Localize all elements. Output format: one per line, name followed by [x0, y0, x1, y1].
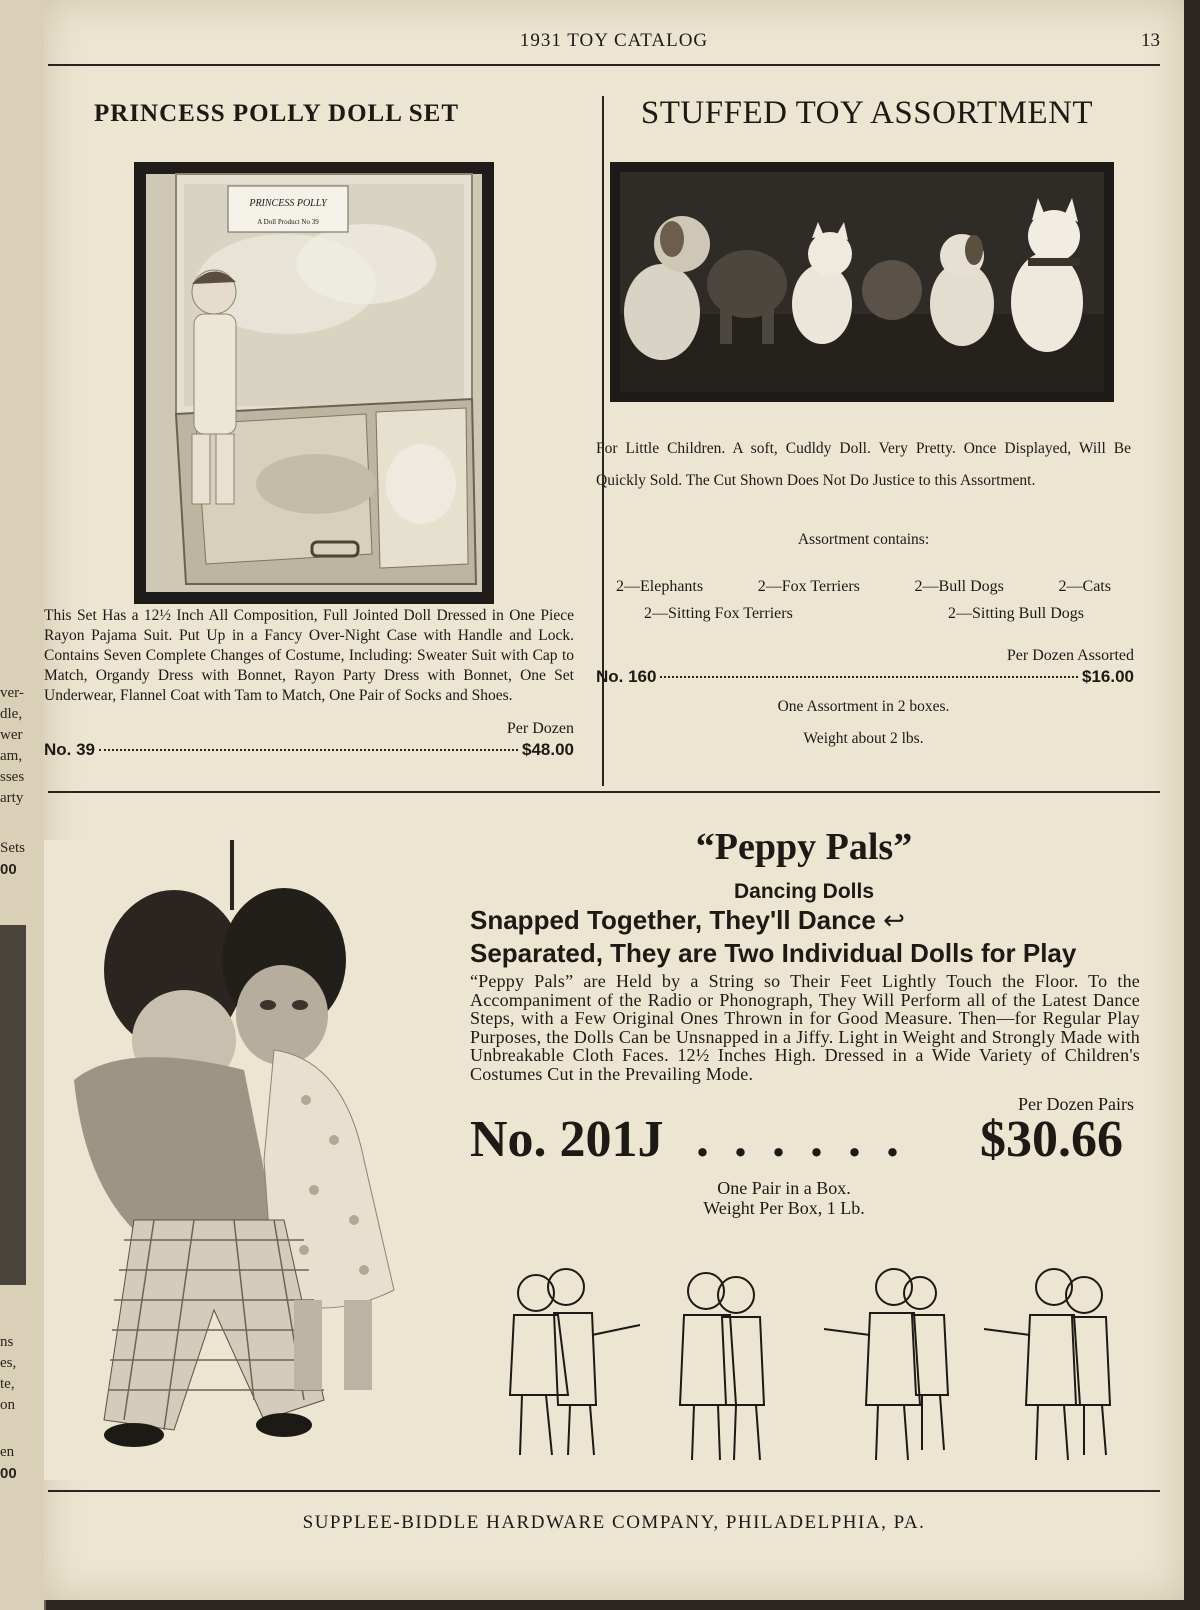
princess-price: $48.00 [522, 740, 574, 759]
assortment-item: 2—Sitting Bull Dogs [947, 605, 1084, 622]
princess-polly-photo [134, 162, 494, 604]
peppy-tagline-1 [470, 905, 905, 936]
stuffed-boxes-note: One Assortment in 2 boxes. [777, 698, 950, 715]
dance-poses-illustration [474, 1255, 1154, 1470]
assortment-item: 2—Cats [1058, 578, 1111, 595]
edge-photo [0, 925, 26, 1285]
peppy-box-note: One Pair in a Box. [717, 1178, 851, 1198]
doll-case-illustration [136, 164, 492, 602]
page-number: 13 [1141, 30, 1160, 51]
peppy-item-number: No. 201J [470, 1111, 664, 1168]
edge-fragment: 00 [0, 861, 17, 878]
stuffed-toy-description: For Little Children. A soft, Cudldy Doll. Very Pretty. Once Displayed, Will Be Quickly Sold. The Cut Shown Does Not Do Justice to this Assortment. [596, 440, 1131, 489]
stuffed-per-dozen-label: Per Dozen Assorted [1006, 647, 1134, 664]
assortment-items-row-1 [616, 578, 1111, 596]
peppy-leader-dots: . . . . . . [696, 1111, 905, 1168]
peppy-pals-photo [44, 840, 444, 1480]
header-rule [48, 64, 1160, 66]
peppy-per-dozen-label: Per Dozen Pairs [1018, 1094, 1134, 1114]
princess-polly-heading: PRINCESS POLLY DOLL SET [94, 100, 460, 127]
peppy-pals-title: “Peppy Pals” [695, 826, 913, 868]
princess-price-line [44, 740, 574, 760]
leader-dots [99, 749, 518, 751]
princess-polly-description: This Set Has a 12½ Inch All Composition, Full Jointed Doll Dressed in One Piece Rayon Pajama Suit. Put Up in a Fancy Over-Night Case with Handle and Lock. Contains Seven Complete Changes of Costume, Including: Sweater Suit with Cap to Match, Organdy Dress with Bonnet, Rayon Party Dress with Bonnet, One Set Underwear, Flannel Coat with Tam to Match, One Pair of Socks and Shoes. [44, 607, 574, 704]
previous-page-edge [0, 0, 46, 1610]
tagline-text: Snapped Together, They'll Dance [470, 905, 876, 935]
edge-fragment: dle, [0, 706, 23, 722]
arrow-icon: ↩ [883, 905, 905, 935]
edge-fragment: sses [0, 769, 25, 785]
assortment-items-row-2 [644, 605, 1084, 623]
peppy-weight-note: Weight Per Box, 1 Lb. [703, 1198, 865, 1218]
edge-fragment: wer [0, 727, 23, 743]
peppy-pals-description: “Peppy Pals” are Held by a String so Their Feet Lightly Touch the Floor. To the Accompaniment of the Radio or Phonograph, They Will Perform all of the Latest Dance Steps, with a Few Original Ones Thrown in for Good Measure. Then—for Regular Play Purposes, the Dolls Can be Unsnapped in a Jiffy. Light in Weight and Strongly Made with Unbreakable Cloth Faces. 12½ Inches High. Dressed in a Wide Variety of Children's Costumes Cut in the Prevailing Mode. [470, 971, 1140, 1084]
edge-fragment: on [0, 1397, 15, 1413]
edge-fragment: ns [0, 1334, 14, 1350]
edge-fragment: Sets [0, 840, 26, 856]
leader-dots [660, 676, 1078, 678]
edge-fragment: arty [0, 790, 24, 806]
section-rule [48, 791, 1160, 793]
edge-fragment: en [0, 1444, 15, 1460]
edge-fragment: te, [0, 1376, 15, 1392]
assortment-item: 2—Fox Terriers [757, 578, 860, 595]
stuffed-weight-note: Weight about 2 lbs. [803, 730, 924, 747]
page-header-title: 1931 TOY CATALOG [519, 30, 709, 51]
footer-company: SUPPLEE-BIDDLE HARDWARE COMPANY, PHILADELPHIA, PA. [302, 1512, 926, 1533]
stuffed-item-number: No. 160 [596, 667, 657, 686]
assortment-contains-label: Assortment contains: [797, 531, 930, 548]
footer-rule [48, 1490, 1160, 1492]
edge-fragment: es, [0, 1355, 17, 1371]
assortment-item: 2—Bull Dogs [914, 578, 1004, 595]
stuffed-price-line [596, 667, 1134, 687]
stuffed-price: $16.00 [1082, 667, 1134, 686]
case-label-subtitle: A Doll Product No 39 [257, 218, 319, 226]
case-label-title: PRINCESS POLLY [249, 198, 327, 209]
peppy-price: $30.66 [980, 1111, 1123, 1168]
princess-per-dozen-label: Per Dozen [506, 720, 574, 737]
stuffed-toy-heading: STUFFED TOY ASSORTMENT [640, 95, 1094, 131]
edge-fragment: ver- [0, 685, 24, 701]
stuffed-animals-illustration [612, 164, 1112, 400]
assortment-item: 2—Elephants [616, 578, 704, 595]
princess-item-number: No. 39 [44, 740, 96, 759]
edge-fragment: am, [0, 748, 23, 764]
peppy-tagline-2: Separated, They are Two Individual Dolls for Play [470, 938, 1077, 968]
stuffed-toy-photo [610, 162, 1114, 402]
edge-fragment: 00 [0, 1465, 17, 1482]
catalog-page [44, 0, 1184, 1600]
peppy-pals-subtitle: Dancing Dolls [733, 880, 875, 903]
assortment-item: 2—Sitting Fox Terriers [644, 605, 793, 622]
dancing-dolls-illustration [44, 840, 444, 1480]
